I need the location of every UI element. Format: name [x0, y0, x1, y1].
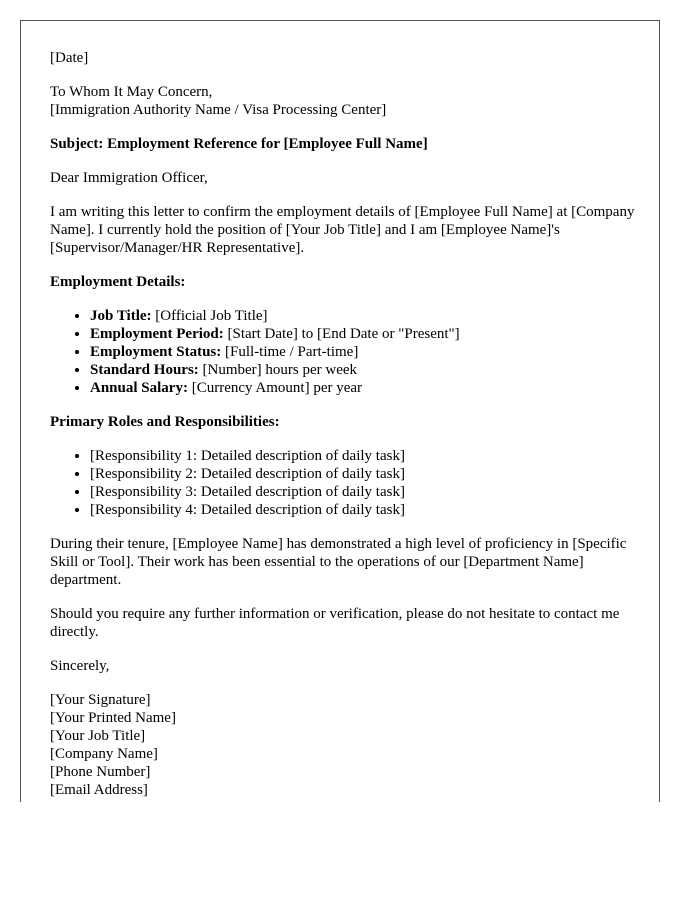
company-line: [Company Name]: [50, 746, 158, 762]
detail-value: [Currency Amount] per year: [187, 380, 363, 396]
detail-job-title: [90, 307, 642, 325]
responsibility-item: • [Responsibility 3: Detailed description of daily task]: [90, 483, 642, 501]
responsibility-item: • [Responsibility 2: Detailed description of daily task]: [90, 465, 642, 483]
printed-name-line: [Your Printed Name]: [50, 710, 176, 726]
detail-value: [Start Date] to [End Date or "Present"]: [223, 326, 460, 342]
signature-block: [50, 691, 642, 799]
letter-content: [50, 49, 642, 799]
employment-details-heading: Employment Details:: [50, 274, 186, 290]
contact-paragraph: Should you require any further information or verification, please do not hesitate to contact me directly.: [50, 606, 620, 640]
detail-standard-hours: [90, 361, 642, 379]
employment-details-list: [50, 307, 642, 397]
detail-value: [Number] hours per week: [198, 362, 358, 378]
responsibility-item: • [Responsibility 1: Detailed description of daily task]: [90, 447, 642, 465]
detail-label: Job Title:: [90, 308, 152, 324]
recipient-line-1: To Whom It May Concern,: [50, 84, 213, 100]
detail-annual-salary: [90, 379, 642, 397]
detail-label: Employment Period:: [90, 326, 224, 342]
phone-line: [Phone Number]: [50, 764, 151, 780]
letter-page: [20, 20, 660, 802]
detail-employment-status: [90, 343, 642, 361]
detail-value: [Official Job Title]: [151, 308, 268, 324]
subject-line: Subject: Employment Reference for [Employee Full Name]: [50, 136, 428, 152]
detail-label: Annual Salary:: [90, 380, 188, 396]
detail-employment-period: [90, 325, 642, 343]
intro-paragraph: I am writing this letter to confirm the employment details of [Employee Full Name] at [Company Name]. I currently hold the position of [Your Job Title] and I am [Employee Name]'s [Supervisor/Manager/HR Representative].: [50, 204, 635, 256]
responsibility-item: • [Responsibility 4: Detailed description of daily task]: [90, 501, 642, 519]
recipient-line-2: [Immigration Authority Name / Visa Processing Center]: [50, 102, 387, 118]
salutation: Dear Immigration Officer,: [50, 170, 208, 186]
tenure-paragraph: During their tenure, [Employee Name] has demonstrated a high level of proficiency in [Specific Skill or Tool]. Their work has been essential to the operations of our [Department Name] department.: [50, 536, 627, 588]
detail-label: Employment Status:: [90, 344, 222, 360]
responsibilities-list: [50, 447, 642, 519]
responsibilities-heading: Primary Roles and Responsibilities:: [50, 414, 280, 430]
detail-label: Standard Hours:: [90, 362, 199, 378]
job-title-line: [Your Job Title]: [50, 728, 146, 744]
signature-line: [Your Signature]: [50, 692, 151, 708]
email-line: [Email Address]: [50, 782, 148, 798]
recipient-block: [50, 83, 642, 119]
detail-value: [Full-time / Part-time]: [221, 344, 359, 360]
letter-date: [Date]: [50, 50, 89, 66]
closing: Sincerely,: [50, 658, 110, 674]
